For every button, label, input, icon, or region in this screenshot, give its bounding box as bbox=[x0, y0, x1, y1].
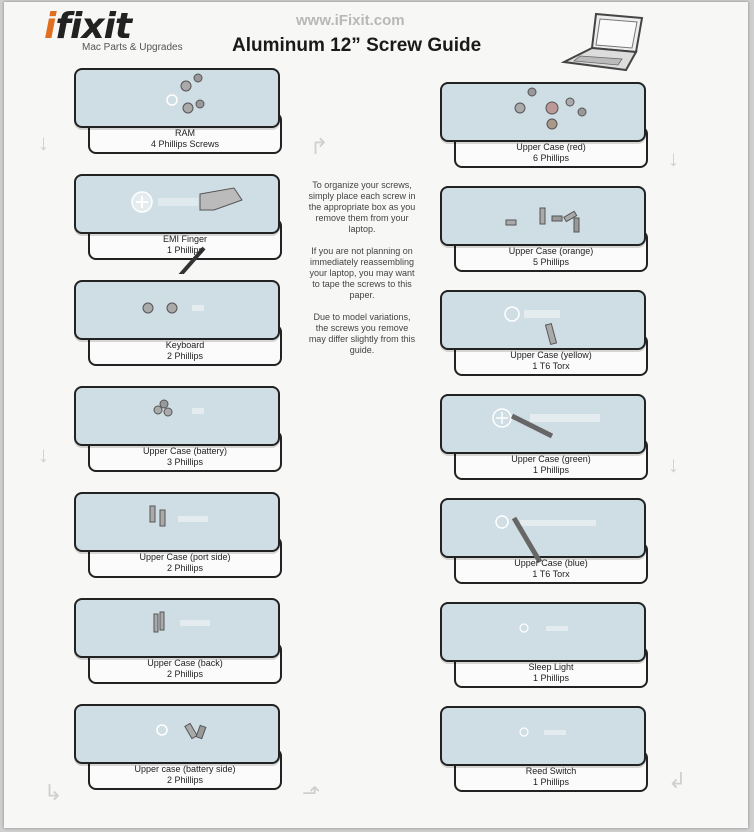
slot-label bbox=[88, 658, 282, 680]
note-paragraph: If you are not planning on immediately reassembling your laptop, you may want to tape the screws to this paper. bbox=[309, 246, 415, 300]
screws-icon bbox=[74, 598, 280, 658]
slot-part-name: Upper case (battery side) bbox=[134, 764, 236, 774]
slot-label bbox=[88, 764, 282, 786]
ifixit-logo bbox=[44, 8, 183, 53]
slot-screw-count: 1 Phillips bbox=[532, 777, 570, 787]
site-url: www.iFixit.com bbox=[296, 12, 405, 29]
slot-label bbox=[454, 142, 648, 164]
slot-part-name: Reed Switch bbox=[525, 766, 577, 776]
screw-slot-upper-case-battery bbox=[74, 386, 280, 476]
screw-slot-upper-case-green bbox=[440, 394, 646, 484]
slot-screw-count: 1 Phillips bbox=[532, 465, 570, 475]
slot-screw-count: 2 Phillips bbox=[166, 669, 204, 679]
arrow-down-icon: ↓ bbox=[38, 442, 49, 467]
arrow-right-turn-icon: ↱ bbox=[310, 134, 329, 159]
slot-screw-count: 1 T6 Torx bbox=[532, 569, 570, 579]
screws-icon bbox=[74, 174, 280, 274]
slot-part-name: Upper Case (port side) bbox=[139, 552, 231, 562]
slot-label bbox=[88, 128, 282, 150]
slot-screw-count: 2 Phillips bbox=[166, 563, 204, 573]
arrow-corner-left-icon: ↲ bbox=[668, 768, 687, 793]
arrow-down-icon: ↓ bbox=[668, 146, 679, 171]
slot-screw-count: 1 Phillips bbox=[166, 245, 204, 255]
screw-slot-upper-case-back bbox=[74, 598, 280, 688]
screws-icon bbox=[440, 290, 646, 350]
screw-slot-upper-case-battery-side bbox=[74, 704, 280, 794]
slot-label bbox=[454, 558, 648, 580]
slot-part-name: Upper Case (battery) bbox=[142, 446, 228, 456]
slot-label bbox=[88, 234, 282, 256]
slot-part-name: Upper Case (yellow) bbox=[510, 350, 592, 360]
screw-guide-sheet bbox=[4, 2, 748, 828]
screws-icon bbox=[74, 386, 280, 446]
screws-icon bbox=[74, 492, 280, 552]
slot-screw-count: 1 T6 Torx bbox=[532, 361, 570, 371]
screws-icon bbox=[440, 706, 646, 766]
slot-part-name: Upper Case (red) bbox=[516, 142, 586, 152]
laptop-icon bbox=[556, 12, 646, 74]
screw-slot-upper-case-port-side bbox=[74, 492, 280, 582]
screw-slot-upper-case-blue bbox=[440, 498, 646, 588]
slot-part-name: Upper Case (orange) bbox=[508, 246, 594, 256]
slot-part-name: Upper Case (back) bbox=[147, 658, 223, 668]
slot-screw-count: 2 Phillips bbox=[166, 775, 204, 785]
screw-slot-emi-finger bbox=[74, 174, 280, 264]
slot-label bbox=[88, 340, 282, 362]
slot-label bbox=[454, 662, 648, 684]
slot-part-name: Sleep Light bbox=[528, 662, 574, 672]
slot-part-name: RAM bbox=[175, 128, 195, 138]
screw-slot-sleep-light bbox=[440, 602, 646, 692]
arrow-corner-up-icon: ⬏ bbox=[302, 780, 321, 805]
slot-label bbox=[454, 350, 648, 372]
logo-wordmark: fixit bbox=[55, 6, 132, 47]
slot-screw-count: 2 Phillips bbox=[166, 351, 204, 361]
screws-icon bbox=[440, 186, 646, 246]
arrow-down-icon: ↓ bbox=[668, 452, 679, 477]
screws-icon bbox=[440, 394, 646, 454]
slot-screw-count: 3 Phillips bbox=[166, 457, 204, 467]
slot-screw-count: 6 Phillips bbox=[532, 153, 570, 163]
slot-label bbox=[88, 446, 282, 468]
screw-slot-upper-case-red bbox=[440, 82, 646, 172]
instructions-note bbox=[306, 180, 418, 367]
page-title: Aluminum 12” Screw Guide bbox=[232, 35, 482, 56]
screw-slot-ram bbox=[74, 68, 280, 158]
arrow-corner-right-icon: ↳ bbox=[44, 780, 63, 805]
slot-label bbox=[454, 766, 648, 788]
slot-screw-count: 5 Phillips bbox=[532, 257, 570, 267]
slot-part-name: EMI Finger bbox=[162, 234, 207, 244]
screws-icon bbox=[74, 704, 280, 764]
note-paragraph: Due to model variations, the screws you remove may differ slightly from this guide. bbox=[308, 312, 416, 355]
screws-icon bbox=[74, 68, 280, 128]
screw-slot-keyboard bbox=[74, 280, 280, 370]
logo-subtitle: Mac Parts & Upgrades bbox=[82, 42, 183, 53]
arrow-down-icon: ↓ bbox=[38, 130, 49, 155]
slot-label bbox=[454, 246, 648, 268]
slot-part-name: Keyboard bbox=[165, 340, 205, 350]
note-paragraph: To organize your screws, simply place each screw in the appropriate box as you remove them from your laptop. bbox=[308, 180, 416, 234]
screws-icon bbox=[74, 280, 280, 340]
slot-part-name: Upper Case (blue) bbox=[514, 558, 588, 568]
screw-slot-reed-switch bbox=[440, 706, 646, 796]
screw-slot-upper-case-yellow bbox=[440, 290, 646, 380]
slot-label bbox=[454, 454, 648, 476]
logo-accent-letter: i bbox=[44, 6, 56, 47]
screws-icon bbox=[440, 602, 646, 662]
screws-icon bbox=[440, 82, 646, 142]
slot-screw-count: 4 Phillips Screws bbox=[150, 139, 220, 149]
slot-label bbox=[88, 552, 282, 574]
slot-screw-count: 1 Phillips bbox=[532, 673, 570, 683]
slot-part-name: Upper Case (green) bbox=[511, 454, 591, 464]
screw-slot-upper-case-orange bbox=[440, 186, 646, 276]
